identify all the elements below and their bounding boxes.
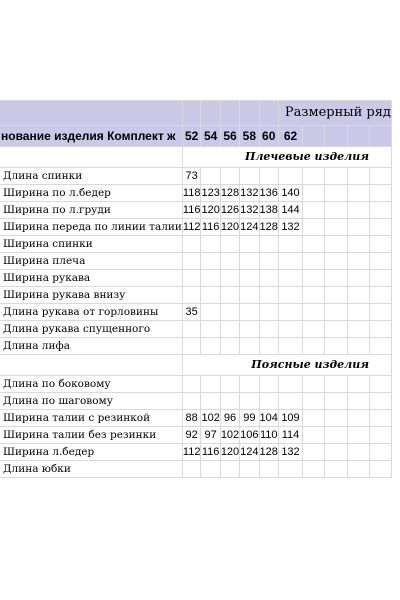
measurement-value[interactable] [278, 168, 302, 185]
measurement-value[interactable] [259, 393, 278, 410]
empty-cell[interactable] [369, 304, 391, 321]
measurement-label[interactable]: Длина по шаговому [0, 393, 182, 410]
measurement-label[interactable]: Длина спинки [0, 168, 182, 185]
table-row [0, 376, 392, 393]
table-row [0, 461, 392, 478]
measurement-value[interactable]: 102 [220, 427, 239, 444]
table-row [0, 287, 392, 304]
empty-cell[interactable] [369, 287, 391, 304]
measurement-label[interactable]: Длина рукава от горловины [0, 304, 182, 321]
measurement-value[interactable]: 112 [182, 444, 201, 461]
measurement-value[interactable] [201, 461, 220, 478]
table-row [0, 321, 392, 338]
measurement-value[interactable]: 120 [220, 444, 239, 461]
measurement-value[interactable] [220, 168, 239, 185]
measurement-label[interactable]: Длина по боковому [0, 376, 182, 393]
measurement-value[interactable] [201, 236, 220, 253]
measurement-value[interactable] [259, 304, 278, 321]
measurement-value[interactable]: 140 [278, 185, 302, 202]
measurement-value[interactable] [201, 393, 220, 410]
measurement-label[interactable]: Ширина спинки [0, 236, 182, 253]
measurement-label[interactable]: Ширина л.бедер [0, 444, 182, 461]
measurement-value[interactable] [240, 287, 259, 304]
measurement-value[interactable] [220, 376, 239, 393]
measurement-value[interactable] [201, 338, 220, 355]
measurement-value[interactable]: 109 [278, 410, 302, 427]
empty-cell[interactable] [325, 338, 347, 355]
empty-cell[interactable] [347, 427, 369, 444]
measurement-value[interactable]: 138 [259, 202, 278, 219]
product-name-header[interactable]: нование изделия Комплект ж [0, 126, 182, 147]
measurement-value[interactable] [278, 270, 302, 287]
empty-cell[interactable] [325, 219, 347, 236]
empty-cell[interactable] [303, 461, 325, 478]
measurement-value[interactable]: 73 [182, 168, 201, 185]
empty-cell[interactable] [303, 185, 325, 202]
measurement-value[interactable] [240, 393, 259, 410]
header-blank-cell[interactable] [182, 101, 201, 126]
empty-cell[interactable] [325, 287, 347, 304]
table-row [0, 427, 392, 444]
empty-cell[interactable] [303, 410, 325, 427]
measurement-label[interactable]: Ширина талии с резинкой [0, 410, 182, 427]
measurement-value[interactable] [240, 270, 259, 287]
empty-cell[interactable] [325, 236, 347, 253]
measurement-value[interactable]: 116 [201, 219, 220, 236]
measurement-value[interactable]: 104 [259, 410, 278, 427]
measurement-value[interactable] [278, 461, 302, 478]
measurement-value[interactable] [278, 236, 302, 253]
empty-cell[interactable] [303, 444, 325, 461]
empty-cell[interactable] [347, 321, 369, 338]
measurement-label[interactable]: Ширина переда по линии талии [0, 219, 182, 236]
table-row [0, 219, 392, 236]
measurement-value[interactable]: 114 [278, 427, 302, 444]
measurement-label[interactable]: Ширина по л.груди [0, 202, 182, 219]
size-range-title[interactable]: Размерный ряд [278, 101, 391, 126]
empty-cell[interactable] [325, 321, 347, 338]
empty-cell[interactable] [303, 376, 325, 393]
empty-cell[interactable] [325, 444, 347, 461]
section-title[interactable]: Поясные изделия [182, 355, 391, 376]
empty-cell[interactable] [347, 376, 369, 393]
size-header-cell[interactable]: 52 [182, 126, 201, 147]
measurement-label[interactable]: Длина рукава спущенного [0, 321, 182, 338]
empty-cell[interactable] [347, 202, 369, 219]
measurement-value[interactable] [240, 253, 259, 270]
measurement-value[interactable]: 128 [259, 444, 278, 461]
size-header-cell[interactable]: 54 [201, 126, 220, 147]
measurement-value[interactable] [240, 321, 259, 338]
measurement-value[interactable] [240, 168, 259, 185]
measurement-value[interactable] [220, 287, 239, 304]
empty-cell[interactable] [303, 219, 325, 236]
measurement-value[interactable] [278, 253, 302, 270]
empty-cell[interactable] [347, 185, 369, 202]
measurement-value[interactable] [201, 287, 220, 304]
table-row [0, 338, 392, 355]
measurement-value[interactable] [240, 461, 259, 478]
measurement-label[interactable]: Длина лифа [0, 338, 182, 355]
measurement-value[interactable]: 126 [220, 202, 239, 219]
measurement-value[interactable] [220, 253, 239, 270]
empty-cell[interactable] [325, 202, 347, 219]
empty-cell[interactable] [369, 376, 391, 393]
empty-cell[interactable] [303, 236, 325, 253]
measurement-value[interactable] [220, 461, 239, 478]
header-blank-cell[interactable] [201, 101, 220, 126]
measurement-value[interactable]: 123 [201, 185, 220, 202]
table-row [0, 270, 392, 287]
empty-cell[interactable] [303, 253, 325, 270]
measurement-value[interactable]: 132 [278, 444, 302, 461]
empty-cell[interactable] [325, 168, 347, 185]
measurement-value[interactable] [182, 393, 201, 410]
measurement-label[interactable]: Ширина талии без резинки [0, 427, 182, 444]
measurement-value[interactable]: 35 [182, 304, 201, 321]
measurement-label[interactable]: Ширина рукава [0, 270, 182, 287]
empty-cell[interactable] [347, 410, 369, 427]
measurement-value[interactable]: 102 [201, 410, 220, 427]
measurement-value[interactable] [220, 304, 239, 321]
table-row [0, 393, 392, 410]
empty-cell[interactable] [347, 126, 369, 147]
measurement-value[interactable] [259, 270, 278, 287]
table-row [0, 236, 392, 253]
empty-cell[interactable] [369, 338, 391, 355]
header-blank-cell[interactable] [220, 101, 239, 126]
table-row [0, 410, 392, 427]
section-title[interactable]: Плечевые изделия [182, 147, 391, 168]
spreadsheet-view [0, 100, 400, 475]
empty-cell[interactable] [369, 410, 391, 427]
measurement-value[interactable] [182, 338, 201, 355]
measurement-value[interactable] [259, 321, 278, 338]
empty-cell[interactable] [347, 236, 369, 253]
empty-cell[interactable] [303, 321, 325, 338]
measurement-value[interactable]: 120 [220, 219, 239, 236]
empty-cell[interactable] [369, 202, 391, 219]
empty-cell[interactable] [347, 287, 369, 304]
empty-cell[interactable] [0, 147, 182, 168]
measurement-value[interactable] [240, 304, 259, 321]
empty-cell[interactable] [347, 270, 369, 287]
empty-cell[interactable] [325, 126, 347, 147]
empty-cell[interactable] [303, 168, 325, 185]
size-header-cell[interactable]: 58 [240, 126, 259, 147]
measurement-value[interactable] [182, 376, 201, 393]
measurement-value[interactable] [201, 304, 220, 321]
measurement-value[interactable]: 88 [182, 410, 201, 427]
measurement-value[interactable] [201, 270, 220, 287]
empty-cell[interactable] [303, 126, 325, 147]
measurement-value[interactable]: 99 [240, 410, 259, 427]
empty-cell[interactable] [369, 321, 391, 338]
measurement-value[interactable] [259, 338, 278, 355]
empty-cell[interactable] [325, 270, 347, 287]
table-row [0, 253, 392, 270]
empty-cell[interactable] [0, 355, 182, 376]
measurement-value[interactable]: 116 [182, 202, 201, 219]
empty-cell[interactable] [303, 338, 325, 355]
empty-cell[interactable] [347, 304, 369, 321]
measurement-value[interactable]: 124 [240, 444, 259, 461]
empty-cell[interactable] [303, 202, 325, 219]
empty-cell[interactable] [369, 253, 391, 270]
measurement-value[interactable]: 116 [201, 444, 220, 461]
empty-cell[interactable] [303, 270, 325, 287]
empty-cell[interactable] [325, 410, 347, 427]
measurement-value[interactable] [278, 287, 302, 304]
measurement-value[interactable] [240, 236, 259, 253]
empty-cell[interactable] [303, 304, 325, 321]
empty-cell[interactable] [369, 219, 391, 236]
empty-cell[interactable] [325, 253, 347, 270]
empty-cell[interactable] [325, 185, 347, 202]
header-blank-cell[interactable] [240, 101, 259, 126]
measurement-value[interactable] [278, 321, 302, 338]
header-blank-cell[interactable] [0, 101, 182, 126]
size-header-cell[interactable]: 60 [259, 126, 278, 147]
empty-cell[interactable] [369, 393, 391, 410]
empty-cell[interactable] [347, 461, 369, 478]
measurement-value[interactable] [220, 236, 239, 253]
empty-cell[interactable] [303, 393, 325, 410]
table-row [0, 185, 392, 202]
size-header-cell[interactable]: 62 [278, 126, 302, 147]
measurement-value[interactable] [182, 287, 201, 304]
measurement-value[interactable] [182, 321, 201, 338]
measurement-value[interactable] [278, 338, 302, 355]
measurement-value[interactable] [220, 393, 239, 410]
section-header-row [0, 147, 392, 168]
measurement-value[interactable]: 120 [201, 202, 220, 219]
empty-cell[interactable] [325, 376, 347, 393]
measurement-value[interactable] [201, 376, 220, 393]
table-row [0, 168, 392, 185]
measurement-label[interactable]: Ширина плеча [0, 253, 182, 270]
measurement-value[interactable] [182, 270, 201, 287]
empty-cell[interactable] [369, 168, 391, 185]
measurement-value[interactable]: 110 [259, 427, 278, 444]
table-row [0, 444, 392, 461]
header-row-sizes [0, 126, 392, 147]
empty-cell[interactable] [369, 185, 391, 202]
measurement-value[interactable]: 124 [240, 219, 259, 236]
table-row [0, 304, 392, 321]
measurement-value[interactable] [182, 461, 201, 478]
measurement-value[interactable] [278, 304, 302, 321]
measurement-value[interactable] [278, 393, 302, 410]
measurement-value[interactable]: 136 [259, 185, 278, 202]
empty-cell[interactable] [369, 236, 391, 253]
size-header-cell[interactable]: 56 [220, 126, 239, 147]
empty-cell[interactable] [303, 427, 325, 444]
measurement-value[interactable]: 128 [220, 185, 239, 202]
empty-cell[interactable] [369, 427, 391, 444]
measurement-value[interactable] [220, 270, 239, 287]
empty-cell[interactable] [347, 338, 369, 355]
measurement-value[interactable] [240, 376, 259, 393]
measurement-value[interactable] [259, 287, 278, 304]
measurement-value[interactable]: 132 [278, 219, 302, 236]
measurement-value[interactable]: 92 [182, 427, 201, 444]
empty-cell[interactable] [347, 219, 369, 236]
empty-cell[interactable] [347, 253, 369, 270]
empty-cell[interactable] [325, 393, 347, 410]
measurement-label[interactable]: Ширина по л.бедер [0, 185, 182, 202]
measurement-value[interactable] [182, 236, 201, 253]
measurement-value[interactable]: 96 [220, 410, 239, 427]
table-row [0, 202, 392, 219]
measurement-value[interactable]: 97 [201, 427, 220, 444]
measurement-value[interactable]: 132 [240, 202, 259, 219]
measurement-value[interactable]: 128 [259, 219, 278, 236]
measurement-value[interactable] [259, 168, 278, 185]
measurement-value[interactable] [220, 321, 239, 338]
header-blank-cell[interactable] [259, 101, 278, 126]
measurement-value[interactable]: 144 [278, 202, 302, 219]
measurement-value[interactable] [201, 168, 220, 185]
measurement-value[interactable] [259, 253, 278, 270]
measurement-value[interactable] [201, 321, 220, 338]
measurement-value[interactable] [240, 338, 259, 355]
empty-cell[interactable] [369, 126, 391, 147]
empty-cell[interactable] [303, 287, 325, 304]
measurement-value[interactable] [201, 253, 220, 270]
measurement-label[interactable]: Длина юбки [0, 461, 182, 478]
empty-cell[interactable] [369, 461, 391, 478]
empty-cell[interactable] [369, 270, 391, 287]
measurement-value[interactable] [259, 236, 278, 253]
empty-cell[interactable] [347, 168, 369, 185]
measurement-value[interactable] [220, 338, 239, 355]
measurement-label[interactable]: Ширина рукава внизу [0, 287, 182, 304]
section-header-row [0, 355, 392, 376]
empty-cell[interactable] [325, 304, 347, 321]
empty-cell[interactable] [347, 393, 369, 410]
empty-cell[interactable] [347, 444, 369, 461]
empty-cell[interactable] [325, 427, 347, 444]
measurement-value[interactable]: 106 [240, 427, 259, 444]
header-row-title [0, 101, 392, 126]
measurement-value[interactable] [278, 376, 302, 393]
measurement-value[interactable] [259, 461, 278, 478]
empty-cell[interactable] [325, 461, 347, 478]
measurement-value[interactable] [259, 376, 278, 393]
measurement-value[interactable] [182, 253, 201, 270]
measurement-value[interactable]: 118 [182, 185, 201, 202]
measurement-value[interactable]: 132 [240, 185, 259, 202]
empty-cell[interactable] [369, 444, 391, 461]
measurement-value[interactable]: 112 [182, 219, 201, 236]
size-chart-table [0, 100, 392, 478]
